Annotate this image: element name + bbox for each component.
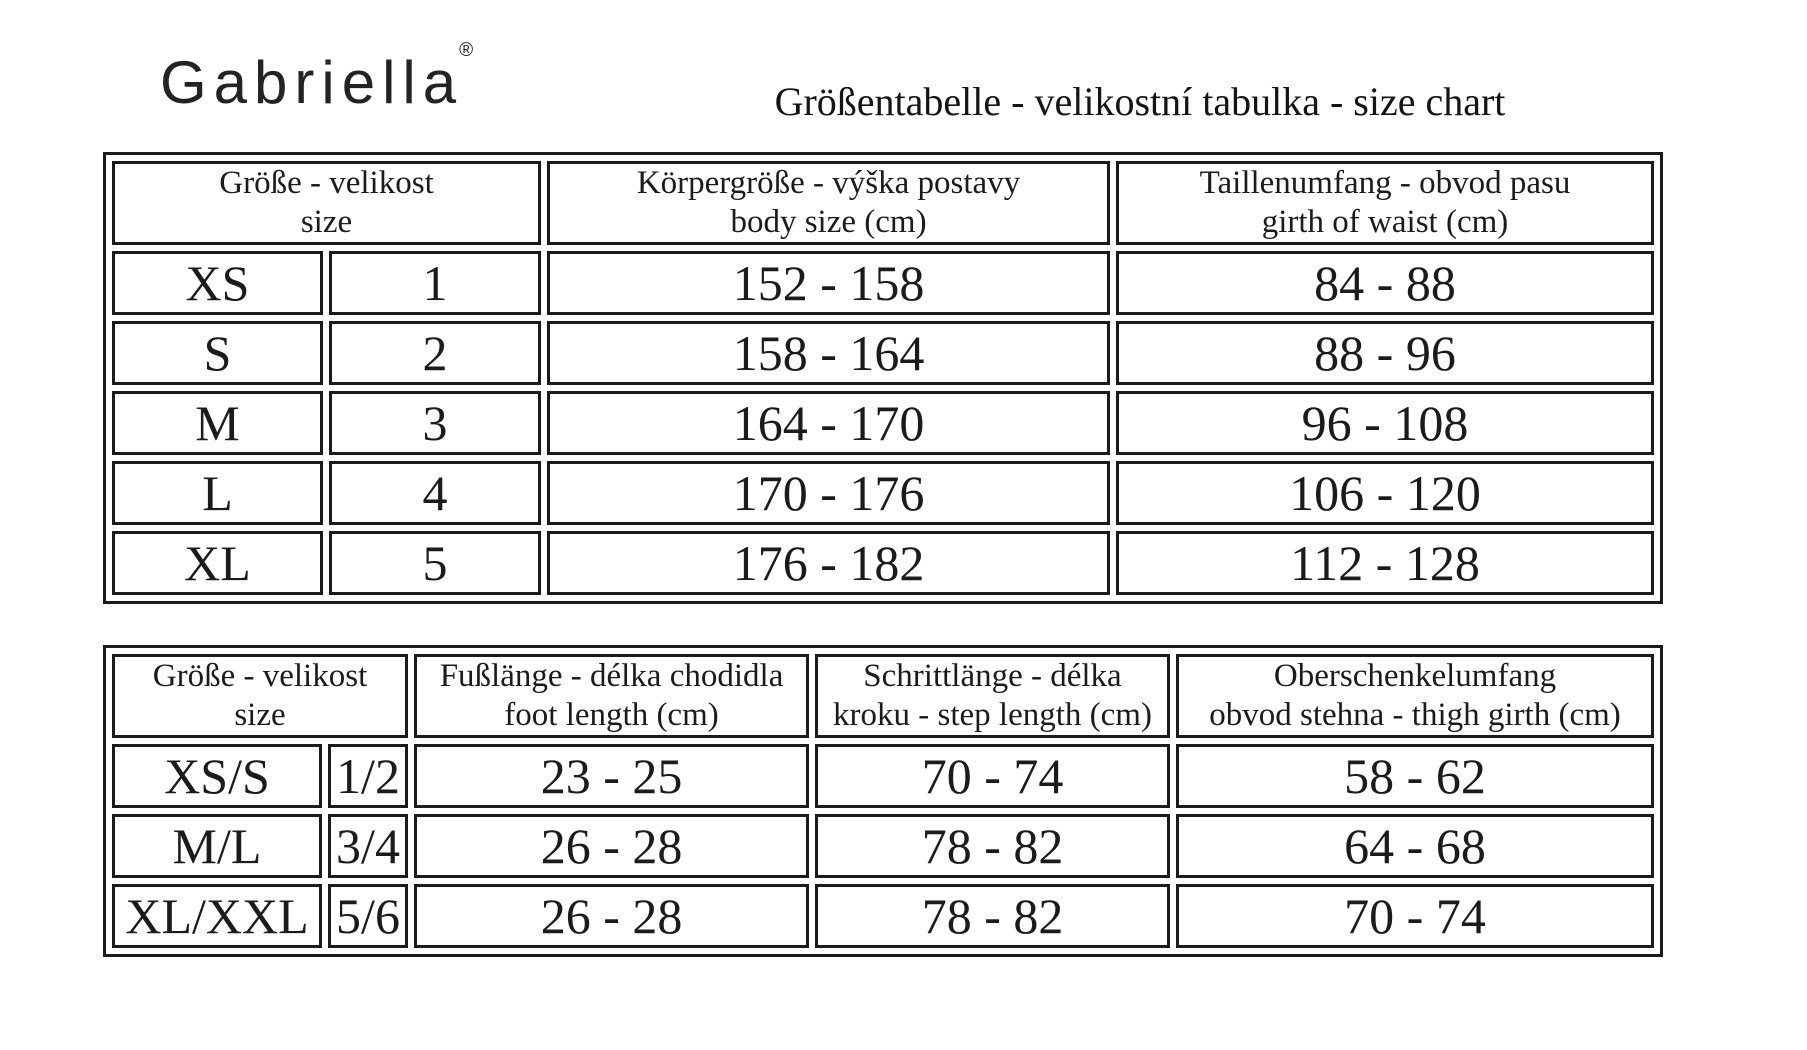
size-label-cell: M [112, 391, 323, 455]
waist-girth-cell: 96 - 108 [1116, 391, 1654, 455]
registered-trademark-symbol: ® [459, 40, 474, 61]
step-length-cell: 78 - 82 [815, 814, 1170, 878]
body-size-header-line1: Körpergröße - výška postavy [636, 165, 1021, 201]
body-size-cell: 152 - 158 [547, 251, 1110, 315]
size-header-line1: Größe - velikost [219, 165, 434, 201]
table-header-row [112, 654, 1654, 738]
thigh-girth-header-cell [1176, 654, 1654, 738]
thigh-girth-header-line2: obvod stehna - thigh girth (cm) [1209, 696, 1621, 733]
size-number-cell: 5/6 [328, 884, 408, 948]
table-row [112, 461, 1654, 525]
table-row [112, 321, 1654, 385]
step-length-header-cell [815, 654, 1170, 738]
foot-length-header-line1: Fußlänge - délka chodidla [439, 658, 784, 694]
thigh-girth-cell: 64 - 68 [1176, 814, 1654, 878]
table-row [112, 251, 1654, 315]
size-number-cell: 2 [329, 321, 541, 385]
step-length-cell: 78 - 82 [815, 884, 1170, 948]
table-row [112, 744, 1654, 808]
page-title: Größentabelle - velikostní tabulka - size chart [774, 79, 1506, 124]
size-header-cell [112, 161, 541, 245]
foot-length-cell: 23 - 25 [414, 744, 809, 808]
step-length-header-line1: Schrittlänge - délka [863, 658, 1122, 694]
body-size-header-line2: body size (cm) [730, 203, 927, 240]
waist-girth-cell: 88 - 96 [1116, 321, 1654, 385]
size-label-cell: XL/XXL [112, 884, 322, 948]
table-header-row [112, 161, 1654, 245]
size-label-cell: S [112, 321, 323, 385]
size-number-cell: 4 [329, 461, 541, 525]
waist-girth-cell: 106 - 120 [1116, 461, 1654, 525]
brand-logo [160, 40, 477, 117]
foot-length-cell: 26 - 28 [414, 814, 809, 878]
size-header-line1: Größe - velikost [152, 658, 368, 694]
size-label-cell: XL [112, 531, 323, 595]
thigh-girth-cell: 70 - 74 [1176, 884, 1654, 948]
size-number-cell: 1/2 [328, 744, 408, 808]
waist-header-line1: Taillenumfang - obvod pasu [1199, 165, 1571, 201]
table-row [112, 884, 1654, 948]
foot-length-header-cell [414, 654, 809, 738]
table-row [112, 814, 1654, 878]
body-size-header-cell [547, 161, 1110, 245]
size-header-cell [112, 654, 408, 738]
size-label-cell: L [112, 461, 323, 525]
thigh-girth-header-line1: Oberschenkelumfang [1273, 658, 1557, 694]
step-length-header-line2: kroku - step length (cm) [833, 696, 1152, 733]
thigh-girth-cell: 58 - 62 [1176, 744, 1654, 808]
body-size-cell: 176 - 182 [547, 531, 1110, 595]
size-header-line2: size [300, 203, 353, 240]
step-length-cell: 70 - 74 [815, 744, 1170, 808]
size-label-cell: M/L [112, 814, 322, 878]
body-size-cell: 164 - 170 [547, 391, 1110, 455]
waist-girth-header-cell [1116, 161, 1654, 245]
size-header-line2: size [234, 696, 286, 733]
body-size-table [103, 152, 1663, 604]
body-size-cell: 158 - 164 [547, 321, 1110, 385]
brand-logo-text: Gabriella [160, 49, 464, 116]
foot-length-cell: 26 - 28 [414, 884, 809, 948]
waist-girth-cell: 112 - 128 [1116, 531, 1654, 595]
hosiery-size-table [103, 645, 1663, 957]
waist-girth-cell: 84 - 88 [1116, 251, 1654, 315]
size-number-cell: 5 [329, 531, 541, 595]
body-size-cell: 170 - 176 [547, 461, 1110, 525]
size-label-cell: XS/S [112, 744, 322, 808]
size-label-cell: XS [112, 251, 323, 315]
foot-length-header-line2: foot length (cm) [504, 696, 719, 733]
size-number-cell: 3 [329, 391, 541, 455]
waist-header-line2: girth of waist (cm) [1261, 203, 1509, 240]
size-number-cell: 3/4 [328, 814, 408, 878]
size-number-cell: 1 [329, 251, 541, 315]
table-row [112, 391, 1654, 455]
table-row [112, 531, 1654, 595]
